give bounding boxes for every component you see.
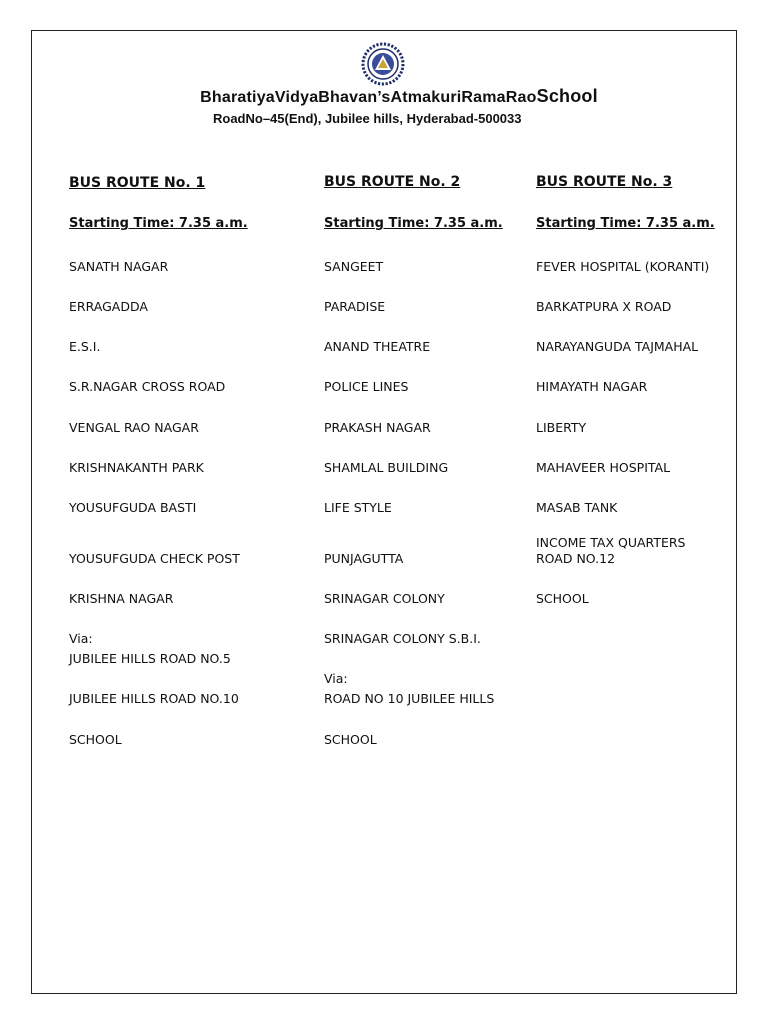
route-1-stop: SCHOOL: [69, 732, 122, 747]
route-1-stop: ERRAGADDA: [69, 299, 148, 314]
route-3-stop: SCHOOL: [536, 591, 589, 606]
route-1-stop: JUBILEE HILLS ROAD NO.10: [69, 691, 239, 706]
route-3-stop: HIMAYATH NAGAR: [536, 379, 648, 394]
school-crest-icon: [361, 42, 405, 86]
route-2-via-label: Via:: [324, 671, 348, 686]
route-3-stop: ROAD NO.12: [536, 551, 616, 566]
route-3-title: BUS ROUTE No. 3: [536, 174, 673, 190]
route-2-stop: SHAMLAL BUILDING: [324, 460, 449, 475]
route-1-start-time: Starting Time: 7.35 a.m.: [69, 216, 248, 231]
route-2-stop: SRINAGAR COLONY S.B.I.: [324, 631, 481, 646]
route-1-stop: E.S.I.: [69, 339, 101, 354]
route-1-stop: YOUSUFGUDA CHECK POST: [69, 551, 240, 566]
school-name-end: School: [536, 86, 598, 106]
route-2-stop: PRAKASH NAGAR: [324, 420, 431, 435]
school-address: RoadNo–45(End), Jubilee hills, Hyderabad-500033: [213, 111, 522, 126]
route-3-stop: FEVER HOSPITAL (KORANTI): [536, 259, 710, 274]
route-2-stop: POLICE LINES: [324, 379, 409, 394]
route-1-stop: VENGAL RAO NAGAR: [69, 420, 199, 435]
route-1-stop: KRISHNAKANTH PARK: [69, 460, 204, 475]
route-1-via-label: Via:: [69, 631, 93, 646]
route-3-start-time: Starting Time: 7.35 a.m.: [536, 216, 715, 231]
route-2-stop: SRINAGAR COLONY: [324, 591, 445, 606]
route-2-stop: SANGEET: [324, 259, 384, 274]
route-3-stop: MASAB TANK: [536, 500, 618, 515]
route-1-stop: S.R.NAGAR CROSS ROAD: [69, 379, 226, 394]
school-name-main: BharatiyaVidyaBhavan’sAtmakuriRamaRao: [200, 89, 537, 106]
route-3-stop: LIBERTY: [536, 420, 587, 435]
route-2-stop: ANAND THEATRE: [324, 339, 431, 354]
route-2-stop: LIFE STYLE: [324, 500, 392, 515]
route-1-stop: KRISHNA NAGAR: [69, 591, 174, 606]
route-2-stop: PUNJAGUTTA: [324, 551, 404, 566]
route-2-stop: PARADISE: [324, 299, 386, 314]
route-1-stop: YOUSUFGUDA BASTI: [69, 500, 197, 515]
route-2-start-time: Starting Time: 7.35 a.m.: [324, 216, 503, 231]
route-2-title: BUS ROUTE No. 2: [324, 174, 461, 190]
route-2-stop: SCHOOL: [324, 732, 377, 747]
route-3-stop: INCOME TAX QUARTERS: [536, 535, 686, 550]
school-name: [0, 86, 768, 107]
route-3-stop: NARAYANGUDA TAJMAHAL: [536, 339, 699, 354]
route-2-stop: ROAD NO 10 JUBILEE HILLS: [324, 691, 495, 706]
route-3-stop: BARKATPURA X ROAD: [536, 299, 672, 314]
route-3-stop: MAHAVEER HOSPITAL: [536, 460, 671, 475]
route-1-stop: JUBILEE HILLS ROAD NO.5: [69, 651, 231, 666]
route-1-title: BUS ROUTE No. 1: [69, 175, 206, 191]
route-1-stop: SANATH NAGAR: [69, 259, 169, 274]
